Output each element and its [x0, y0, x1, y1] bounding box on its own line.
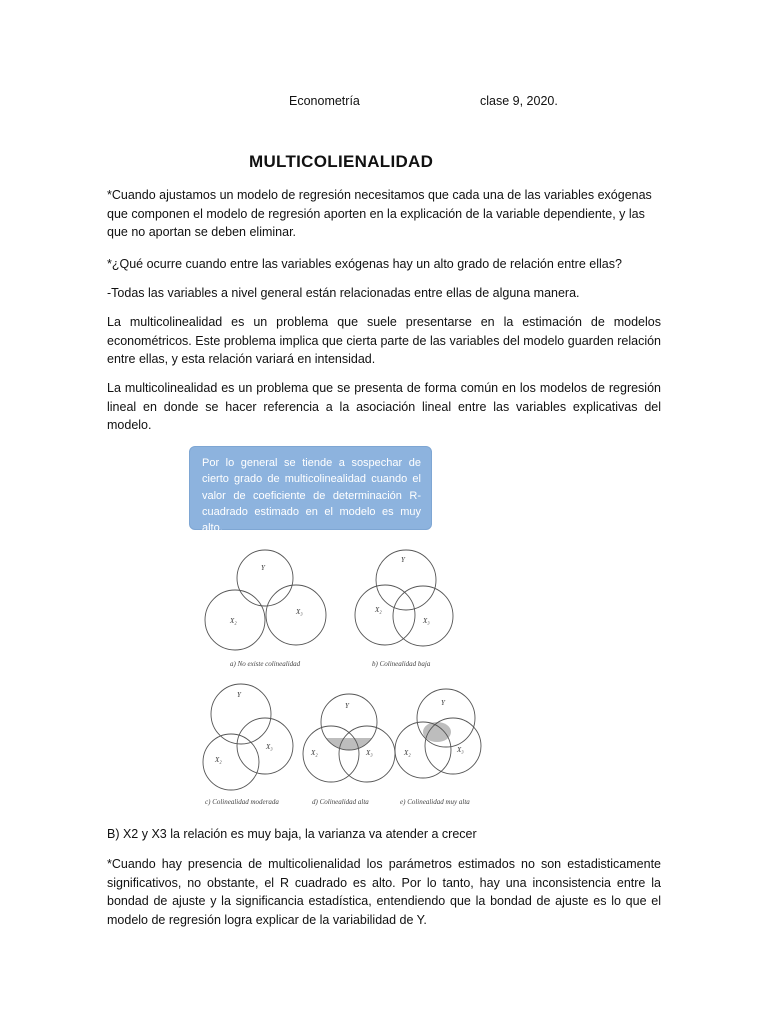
venn-c-circle-y	[211, 684, 271, 744]
venn-d	[303, 694, 395, 806]
venn-b-label-x2: X₂	[375, 606, 382, 614]
venn-c-circle-x3	[237, 718, 293, 774]
venn-a-label-x2: X₂	[230, 617, 237, 625]
paragraph-7: *Cuando hay presencia de multicolienalidad los parámetros estimados no son estadisticamente significativos, no obstante, el R cuadrado es alto. Por lo tanto, hay una inconsistencia entre la bondad de ajuste y la significancia estadística, entendiendo que la bondad de ajuste es lo que el modelo de regresión logra explicar de la variabilidad de Y.	[107, 857, 661, 927]
venn-e-label-x2: X₂	[404, 749, 411, 757]
paragraph-1: *Cuando ajustamos un modelo de regresión necesitamos que cada una de las variables exógenas que componen el modelo de regresión aporten en la explicación de la variable dependiente, y las que no aportan se deben eliminar.	[107, 188, 652, 239]
venn-b-circle-x2	[355, 585, 415, 645]
subject-label: Econometría	[289, 94, 360, 108]
venn-b	[355, 550, 453, 668]
class-date: clase 9, 2020.	[480, 94, 558, 108]
callout-box: Por lo general se tiende a sospechar de cierto grado de multicolinealidad cuando el valor de coeficiente de determinación R-cuadrado estimado en el modelo es muy alto.	[189, 446, 432, 530]
venn-a-caption: a) No existe colinealidad	[230, 660, 301, 668]
venn-b-circle-x3	[393, 586, 453, 646]
venn-e	[395, 689, 481, 806]
venn-b-label-y: Y	[401, 556, 405, 564]
venn-d-caption: d) Colinealidad alta	[312, 798, 369, 806]
venn-c-label-x2: X₂	[215, 756, 222, 764]
page-title: MULTICOLIENALIDAD	[249, 152, 434, 171]
paragraph-2: *¿Qué ocurre cuando entre las variables exógenas hay un alto grado de relación entre ellas?	[107, 257, 622, 271]
venn-d-label-x2: X₂	[311, 749, 318, 757]
venn-b-caption: b) Colinealidad baja	[372, 660, 431, 668]
venn-c	[203, 684, 293, 806]
venn-c-caption: c) Colinealidad moderada	[205, 798, 279, 806]
venn-c-label-y: Y	[237, 691, 241, 699]
venn-b-label-x3: X₃	[423, 617, 430, 625]
paragraph-3: -Todas las variables a nivel general están relacionadas entre ellas de alguna manera.	[107, 286, 580, 300]
venn-a-label-x3: X₃	[296, 608, 303, 616]
document-header	[0, 94, 768, 112]
venn-b-circle-y	[376, 550, 436, 610]
paragraph-6: B) X2 y X3 la relación es muy baja, la varianza va atender a crecer	[107, 827, 477, 841]
venn-e-label-x3: X₃	[457, 746, 464, 754]
venn-a-circle-y	[237, 550, 293, 606]
venn-d-label-x3: X₃	[366, 749, 373, 757]
venn-a-label-y: Y	[261, 564, 265, 572]
paragraph-4: La multicolinealidad es un problema que suele presentarse en la estimación de modelos econométricos. Este problema implica que cierta parte de las variables del modelo guarden relación entre ellas, y esta relación variará en intensidad.	[107, 315, 661, 366]
venn-svg	[195, 542, 485, 817]
paragraph-5: La multicolinealidad es un problema que se presenta de forma común en los modelos de regresión lineal en donde se hacer referencia a la asociación lineal entre las variables explicativas del modelo.	[107, 381, 661, 432]
venn-e-label-y: Y	[441, 699, 445, 707]
venn-d-label-y: Y	[345, 702, 349, 710]
venn-diagrams-figure	[195, 542, 485, 817]
venn-e-caption: e) Colinealidad muy alta	[400, 798, 470, 806]
venn-c-label-x3: X₃	[266, 743, 273, 751]
venn-e-overlap	[423, 722, 451, 742]
venn-a	[205, 550, 326, 668]
